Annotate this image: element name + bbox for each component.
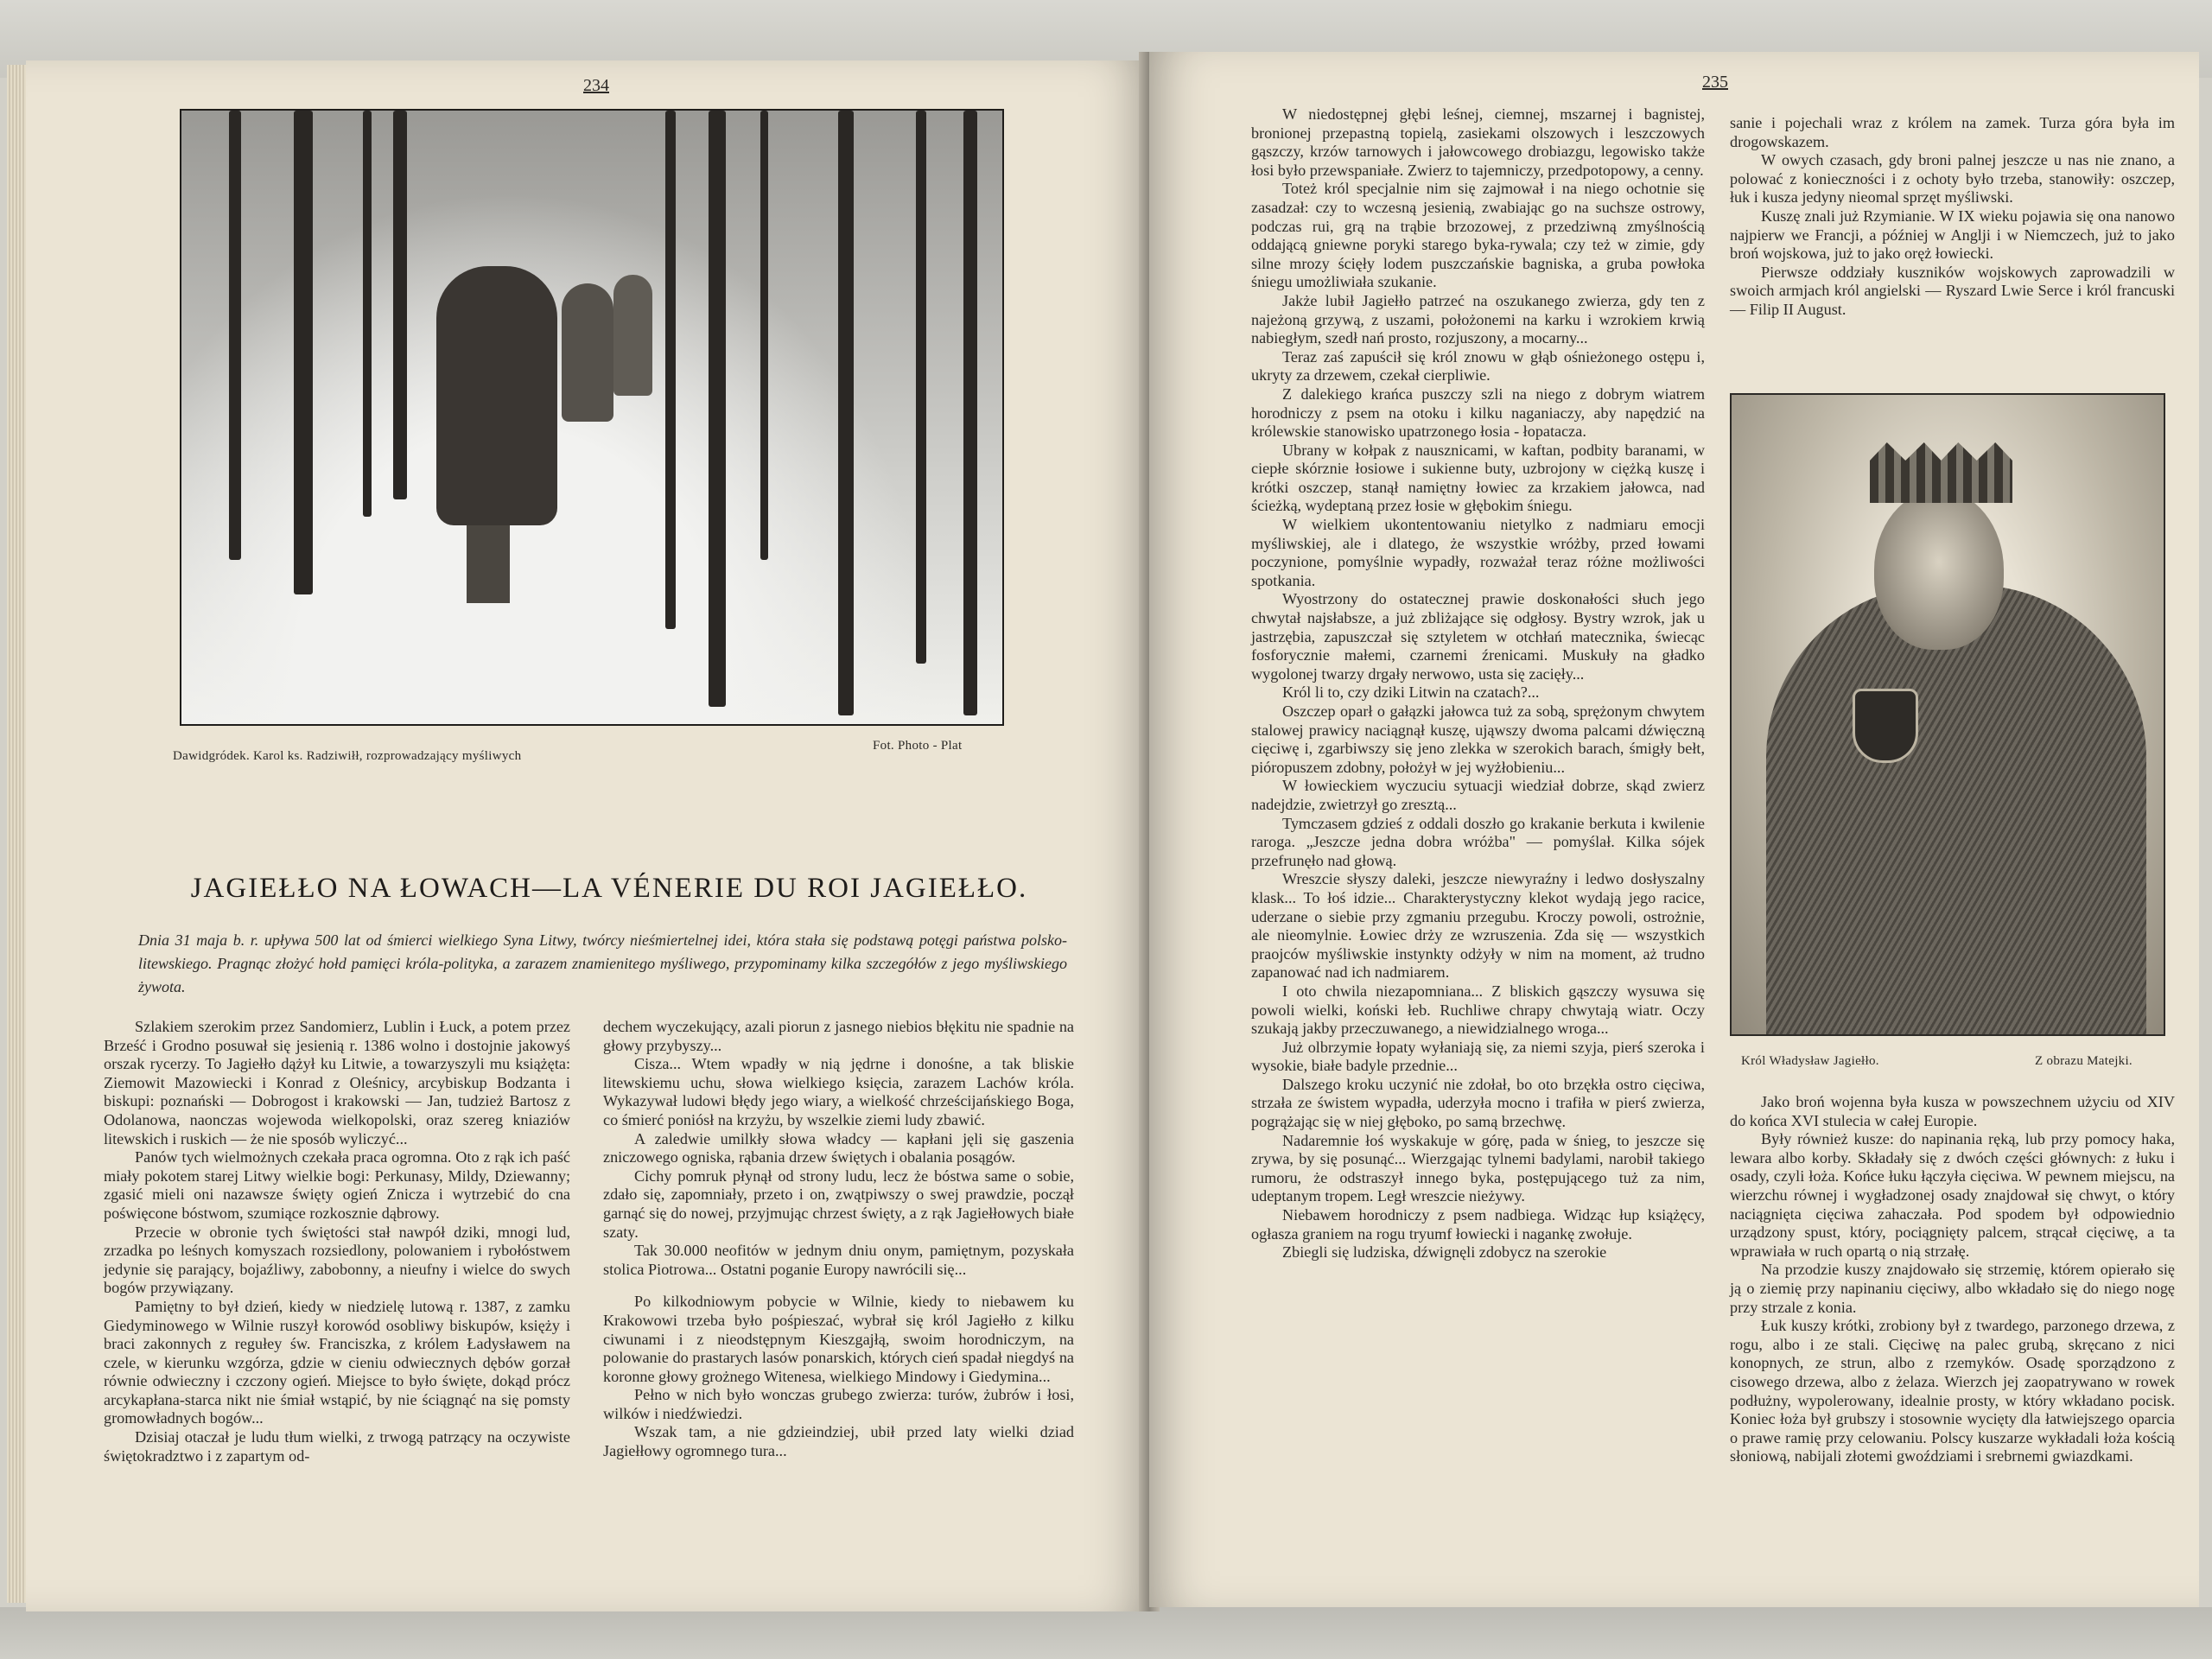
paragraph: Wreszcie słyszy daleki, jeszcze niewyraźny i ledwo dosłyszalny klask... To łoś idzie... Charakterystyczny klekot wydają jego racice, uderzane o siebie przy zgmaniu przegubu. Kroczy powoli, ostrożnie, ale nieomylnie. Łowiec drży ze wzruszenia. Zda się — wszystkich praojców myśliwskie instynkty odżyły w nim na moment, aż trudno zapanować nad ich nadmiarem.	[1251, 870, 1705, 982]
paragraph: Przecie w obronie tych świętości stał nawpół dziki, mnogi lud, zrzadka po leśnych komyszach rozsiedlony, polowaniem i rybołóstwem jedynie się parający, bojaźliwy, zabobonny, a nieufny i wielce do swych bogów przywiązany.	[104, 1223, 570, 1297]
paragraph: W wielkiem ukontentowaniu nietylko z nadmiaru emocji myśliwskiej, ale i dlatego, że wszystkie wróżby, przed łowami poczynione, pomyślnie wypadły, rozważał teraz różne możliwości spotkania.	[1251, 516, 1705, 589]
right-page	[1149, 52, 2199, 1607]
photo-credit: Fot. Photo - Plat	[873, 739, 963, 753]
paragraph: dechem wyczekujący, azali piorun z jasnego niebios błękitu nie spadnie na głowy przybyszy...	[603, 1018, 1074, 1054]
left-column-2	[603, 1018, 1074, 1461]
paragraph: Panów tych wielmożnych czekała praca ogromna. Oto z rąk ich paść miały pokotem starej Litwy wielkie bogi: Perkunasy, Mildy, Dziewanny; zgasić mieli oni nazawsze święty ogień Znicza i wytrzebić do cna poświęcone bóstwom, szumiące rozkosznie dąbrowy.	[104, 1148, 570, 1222]
paragraph: Wyostrzony do ostatecznej prawie doskonałości słuch jego chwytał najsłabsze, a już zbliżające się odgłosy. Bystry wzrok, jak u jastrzębia, zapuszczał się sztyletem w otchłań matecznika, świecąc fosforycznie małemi, czarnemi źrenicami. Muskuły na gładko wygolonej twarzy drgały nerwowo, usta się zacięły...	[1251, 590, 1705, 683]
paragraph: Tymczasem gdzieś z oddali doszło go krakanie berkuta i kwilenie raroga. „Jeszcze jedna dobra wróżba" — pomyślał. Kilka sójek przefrunęło nad głową.	[1251, 814, 1705, 869]
paragraph: Kuszę znali już Rzymianie. W IX wieku pojawia się ona nanowo najpierw we Francji, a później w Anglji i w Niemczech, już to jako broń wojskowa, już to jako oręż łowiecki.	[1730, 207, 2175, 263]
article-title: JAGIEŁŁO NA ŁOWACH—LA VÉNERIE DU ROI JAGIEŁŁO.	[190, 873, 1028, 904]
right-column-2-top	[1730, 114, 2175, 320]
paragraph: Na przodzie kuszy znajdowało się strzemię, którem opierało się ją o ziemię przy napinaniu cięciwy, albo wkładało się do niego nogę przy strzale z konia.	[1730, 1261, 2175, 1316]
portrait-credit: Z obrazu Matejki.	[2035, 1054, 2133, 1068]
paragraph: Wszak tam, a nie gdzieindziej, ubił przed laty wielki dziad Jagiełłowy ogromnego tura...	[603, 1423, 1074, 1460]
hunter-figure	[436, 266, 557, 525]
paragraph: Pierwsze oddziały kuszników wojskowych zaprowadzili w swoich armjach król angielski — Ryszard Lwie Serce i król francuski — Filip II August.	[1730, 263, 2175, 318]
paragraph: Nadaremnie łoś wyskakuje w górę, pada w śnieg, to jeszcze się zrywa, by się posunąć... Wierzgając tylnemi badylami, narobił takiego rumoru, że odstraszył innego byka, postępującego tuż za nim, udeptanym tropem. Legł wreszcie nieżywy.	[1251, 1131, 1705, 1205]
paragraph: Już olbrzymie łopaty wyłaniają się, za niemi szyja, pierś szeroka i wysokie, białe badyle przednie...	[1251, 1038, 1705, 1075]
paragraph: Cichy pomruk płynął od strony ludu, lecz że bóstwa same o sobie, zdało się, zapomniały, przeto i on, zwątpiwszy o swej prawdzie, począł garnąć się do nowej, przyjmując chrzest święty, a z rąk Jagiełłowych białe szaty.	[603, 1166, 1074, 1241]
portrait-caption: Król Władysław Jagiełło.	[1741, 1054, 1879, 1068]
paragraph: Król li to, czy dziki Litwin na czatach?...	[1282, 683, 1540, 702]
paragraph: Łuk kuszy krótki, zrobiony był z twardego, parzonego drzewa, z rogu, albo i ze stali. Cięciwę na palec grubą, skręcano z nici konopnych, ze strun, albo z rzemyków. Osadę sporządzono z cisowego drzewa, albo z żelaza. Wierzch jej zaopatrywano w rowek podłużny, wypolerowany, idealnie prosty, w który wkładano pocisk. Koniec łoża był grubszy i stosownie wycięty dla łatwiejszego oparcia o prawe ramię przy celowaniu. Polscy kuszarze wykładali łoża kością słoniową, nabijali złotemi gwoździami i srebrnemi gwiazdkami.	[1730, 1317, 2175, 1465]
article-intro: Dnia 31 maja b. r. upływa 500 lat od śmierci wielkiego Syna Litwy, twórcy nieśmiertelnej idei, która stała się podstawą potęgi państwa polsko-litewskiego. Pragnąc złożyć hołd pamięci króla-polityka, a zarazem znamienitego myśliwego, przypominamy kilka szczegółów z jego myśliwskiego żywota.	[138, 931, 1067, 995]
paragraph: A zaledwie umilkły słowa władcy — kapłani jęli się gaszenia zniczowego ogniska, rąbania drzew świętych i obalania posągów.	[603, 1129, 1074, 1166]
paragraph: Toteż król specjalnie nim się zajmował i na niego ochotnie się zasadzał: czy to wczesną jesienią, zwabiając go na suchsze ostrowy, podczas rui, grą na trąbie brzozowej, z przedziwną zmyślnością oddającą gniewne poryki starego byka-rywala; czy też w zimie, gdy silne mrozy ścięły lodem puszczańskie bagniska, a gruba powłoka śniegu umożliwiała szukanie.	[1251, 180, 1705, 291]
paragraph: W łowieckiem wyczuciu sytuacji wiedział dobrze, skąd zwierz nadejdzie, zwietrzył go zresztą...	[1251, 777, 1705, 813]
page-number: 234	[583, 76, 609, 95]
left-column-1	[104, 1018, 570, 1465]
paragraph: Były również kusze: do napinania ręką, lub przy pomocy haka, lewara albo korby. Składały się z dwóch części głównych: z łuku i osady, czyli łoża. Końce łuku łączyła cięciwa. W pewnem miejscu, na wierzchu równej i wygładzonej osady znajdował się chwyt, o który naciągnięta cięciwa zahaczała. Pod spodem był odpowiednio urządzony spust, który, pociągnięty palcem, strącał cięciwę, a ta wprawiała w ruch opartą o nią strzałę.	[1730, 1130, 2175, 1260]
paragraph: W niedostępnej głębi leśnej, ciemnej, mszarnej i bagnistej, bronionej przepastną topielą, zasiekami olszowych i leszczowych gąszczy, krzów tarnowych i jałowcowego drobiazgu, legowisko także łosi było przewspaniałe. Zwierz to tajemniczy, przedpotopowy, a cenny.	[1251, 105, 1705, 179]
paragraph: Szlakiem szerokim przez Sandomierz, Lublin i Łuck, a potem przez Brześć i Grodno posuwał się jesienią r. 1386 wolno i dostojnie jakowyś orszak rycerzy. To Jagiełło dążył ku Litwie, a towarzyszyli mu książęta: Ziemowit Mazowiecki i Konrad z Oleśnicy, arcybiskup Bodzanta i biskupi: poznański — Dobrogost i krakowski — Jan, tudzież Bartosz z Odolanowa, naonczas wojewoda wielkopolski, oraz szereg kniaziów litewskich i ruskich — że nie sposób wyliczyć...	[104, 1018, 570, 1147]
paragraph: Jakże lubił Jagiełło patrzeć na oszukanego zwierza, gdy ten z najeżoną grzywą, z uszami, położonemi na karku i wzrokiem krwią nabiegłym, szedł nań prosto, rozjuszony, a mocarny...	[1251, 291, 1705, 347]
table-background-bottom	[0, 1607, 2212, 1659]
page-number: 235	[1702, 73, 1728, 92]
hunting-photo	[180, 109, 1004, 726]
portrait-image	[1730, 393, 2165, 1036]
photo-caption: Dawidgródek. Karol ks. Radziwiłł, rozprowadzający myśliwych	[173, 749, 522, 763]
paragraph: Po kilkodniowym pobycie w Wilnie, kiedy to niebawem ku Krakowowi trzeba było pośpieszać, wybrał się król Jagiełło z kilku ciwunami i z nieodstępnym Kieszgajłą, swoim horodniczym, na polowanie do prastarych lasów ponarskich, których cień spadał niegdyś na koronne głowy grożnego Witenesa, wielkiego Mindowy i Giedymina...	[603, 1293, 1074, 1385]
paragraph: I oto chwila niezapomniana... Z bliskich gąszczy wysuwa się powoli wielki, koński łeb. Ruchliwe chrapy chwytają wiatr. Oczy szukają jakby przeczuwanego, a niewidzialnego wroga...	[1251, 982, 1705, 1038]
left-page	[26, 60, 1149, 1611]
paragraph: Teraz zaś zapuścił się król znowu w głąb ośnieżonego ostępu i, ukryty za drzewem, czekał cierpliwie.	[1251, 347, 1705, 385]
paragraph: Dzisiaj otaczał je ludu tłum wielki, z trwogą patrzący na oczywiste świętokradztwo i z zapartym od-	[104, 1428, 570, 1465]
paragraph: Cisza... Wtem wpadły w nią jędrne i donośne, a tak bliskie litewskiemu uchu, słowa wielkiego księcia, zarazem Lachów króla. Wykazywał ludowi błędy jego wiary, a wielkość chrześcijańskiego Boga, co śmierć poniósł na krzyżu, by wszelkie ziemi ludy zbawić.	[603, 1055, 1074, 1128]
paragraph: Niebawem horodniczy z psem nadbiega. Widząc łup książęcy, ogłasza graniem na rogu tryumf łowiecki i nagankę zwołuje.	[1251, 1206, 1705, 1243]
paragraph: Z dalekiego krańca puszczy szli na niego z dobrym wiatrem horodniczy z psem na otoku i kilku naganiaczy, aby napędzić na królewskie stanowisko upatrzonego łosia - łopatacza.	[1251, 385, 1705, 441]
paragraph: Zbiegli się ludziska, dźwignęli zdobycz na szerokie	[1282, 1243, 1607, 1262]
paragraph: Dalszego kroku uczynić nie zdołał, bo oto brzękła ostro cięciwa, strzała ze świstem wypadła, uderzyła mocno i trafiła w pierś zwierza, pogrążając się w niej głęboko, po samą brzechwę.	[1251, 1075, 1705, 1131]
right-column-2-bottom	[1730, 1093, 2175, 1466]
paragraph: Jako broń wojenna była kusza w powszechnem użyciu od XIV do końca XVI stulecia w całej Europie.	[1730, 1093, 2175, 1129]
paragraph: Pamiętny to był dzień, kiedy w niedzielę lutową r. 1387, z zamku Giedyminowego w Wilnie ruszył korowód osobliwy biskupów, księży i braci zakonnych z regułey św. Franciszka, z królem Ładysławem na czele, w kierunku wzgórza, gdzie w cieniu odwiecznych dębów gorzał równie odwieczny i czczony ogień. Miejsce to było święte, dokąd prócz arcykapłana-starca nikt nie śmiał wstąpić, by nie ściągnąć na się pomsty gromowładnych bogów...	[104, 1297, 570, 1427]
paragraph: Ubrany w kołpak z nausznicami, w kaftan, podbity baranami, w ciepłe skórznie łosiowe i sukienne buty, uzbrojony w ciężką kuszę i krótki oszczep, stanął namiętny łowiec za krzakiem jałowca, nad ścieżką, wydeptaną przez łosie w głębokim śniegu.	[1251, 441, 1705, 515]
crown-icon	[1870, 442, 2012, 503]
paragraph: Pełno w nich było wonczas grubego zwierza: turów, żubrów i łosi, wilków i niedźwiedzi.	[603, 1386, 1074, 1422]
right-column-1	[1251, 105, 1705, 1262]
paragraph: Oszczep oparł o gałązki jałowca tuż za sobą, sprężonym chwytem stalowej prawicy naciągnął kuszę, ująwszy dwoma palcami dźwięczną cięciwę i, zgarbiwszy się jeno zlekka w szerokich barach, śmigły bełt, pióropuszem zdobny, położył w jej wyżłobieniu...	[1251, 702, 1705, 776]
paragraph: sanie i pojechali wraz z królem na zamek. Turza góra była im drogowskazem.	[1730, 114, 2175, 150]
paragraph: Tak 30.000 neofitów w jednym dniu onym, pamiętnym, pozyskała stolica Piotrowa... Ostatni poganie Europy nawrócili się...	[603, 1242, 1074, 1278]
paragraph: W owych czasach, gdy broni palnej jeszcze u nas nie znano, a polować z konieczności i z ochoty było trzeba, stanowiły: oszczep, łuk i kusza jedyny nieomal sprzęt myśliwski.	[1730, 151, 2175, 207]
